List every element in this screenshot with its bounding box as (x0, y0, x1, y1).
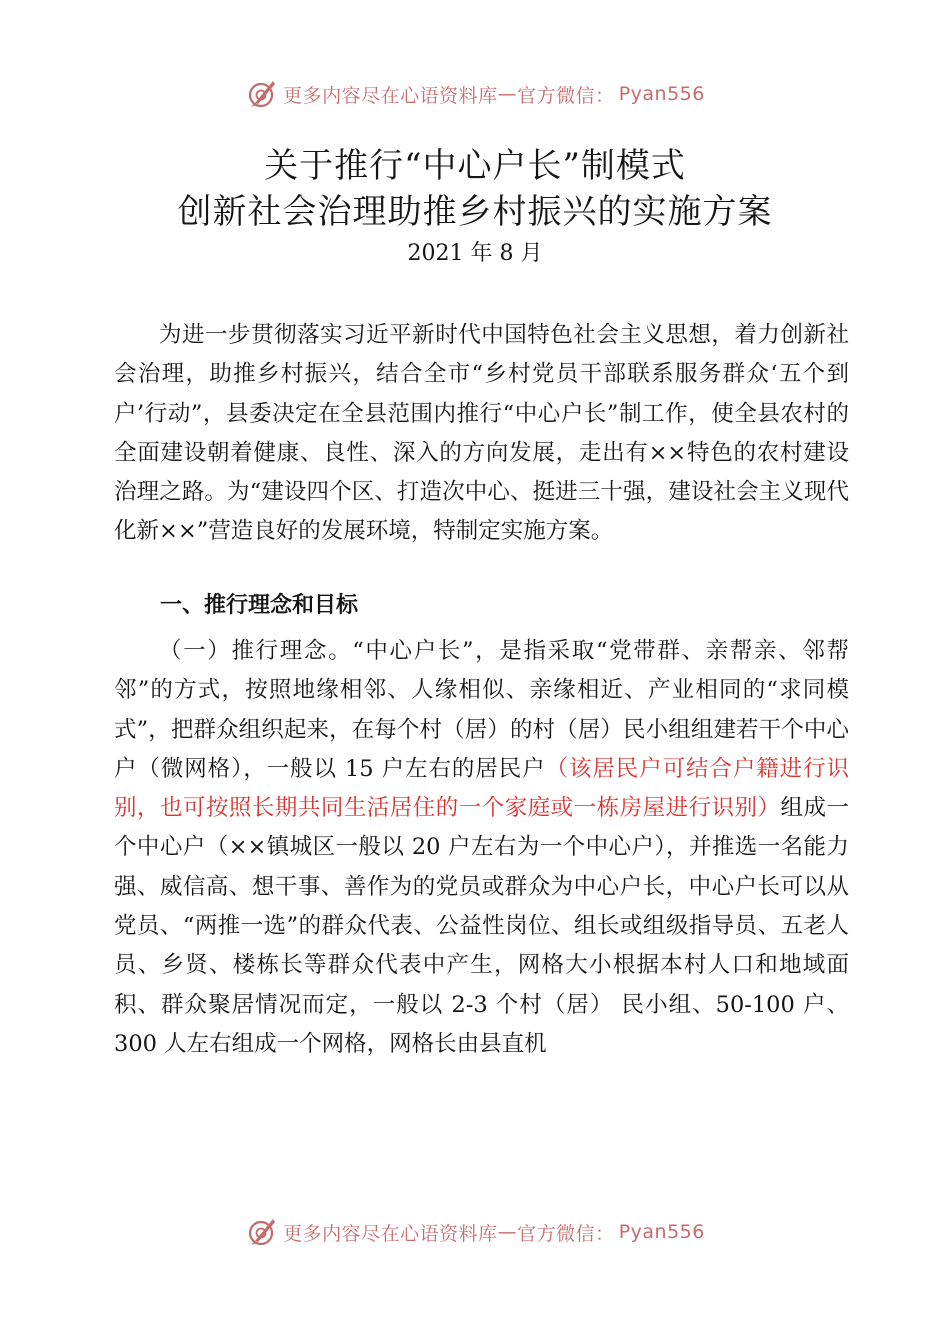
quill-logo-icon (245, 77, 279, 111)
paragraph-concept (114, 632, 849, 1064)
paragraph-concept-text2: 组成一个中心户（××镇城区一般以 20 户左右为一个中心户），并推选一名能力强、威信高、想干事、善作为的党员或群众为中心户长，中心户长可以从党员、“两推一选”的群众代表、公益性岗位、组长或组级指导员、五老人员、乡贤、楼栋长等群众代表中产生，网格大小根据本村人口和地域面积、群众聚居情况而定，一般以 2-3 个村（居） 民小组、50-100 户、300 人左右组成一个网格，网格长由县直机 (114, 795, 849, 1057)
paragraph-concept-text1: （一）推行理念。“中心户长”，是指采取“党带群、亲帮亲、邻帮邻”的方式，按照地缘相邻、人缘相似、亲缘相近、产业相同的“求同模式”，把群众组织起来，在每个村（居）的村（居）民小组组建若干个中心户（微网格），一般以 15 户左右的居民户 (114, 638, 849, 782)
document-title-line2: 创新社会治理助推乡村振兴的实施方案 (177, 192, 773, 232)
watermark-separator: — (497, 1221, 518, 1243)
paragraph-intro: 为进一步贯彻落实习近平新时代中国特色社会主义思想，着力创新社会治理，助推乡村振兴，结合全市“乡村党员干部联系服务群众‘五个到户’行动”，县委决定在全县范围内推行“中心户长”制工作，使全县农村的全面建设朝着健康、良性、深入的方向发展，走出有××特色的农村建设治理之路。为“建设四个区、打造次中心、挺进三十强，建设社会主义现代化新××”营造良好的发展环境，特制定实施方案。 (114, 322, 849, 545)
document-title-line1: 关于推行“中心户长”制模式 (264, 146, 686, 186)
footer-watermark (0, 1212, 950, 1252)
watermark-text: 更多内容尽在心语资料库 (283, 84, 498, 107)
header-watermark (0, 74, 950, 114)
section-heading: 一、推行理念和目标 (160, 593, 359, 618)
watermark-id: Pyan556 (618, 83, 705, 105)
watermark-text: 更多内容尽在心语资料库 (283, 1222, 498, 1245)
watermark-separator: — (497, 83, 518, 105)
paragraph-concept-highlight: （该居民户可结合户籍进行识别，也可按照长期共同生活居住的一个家庭或一栋房屋进行识别） (114, 755, 849, 822)
quill-logo-icon (245, 1215, 279, 1249)
watermark-id: Pyan556 (618, 1221, 705, 1243)
watermark-label: 官方微信： (517, 84, 615, 107)
document-date: 2021 年 8 月 (407, 241, 543, 266)
watermark-label: 官方微信： (517, 1222, 615, 1245)
